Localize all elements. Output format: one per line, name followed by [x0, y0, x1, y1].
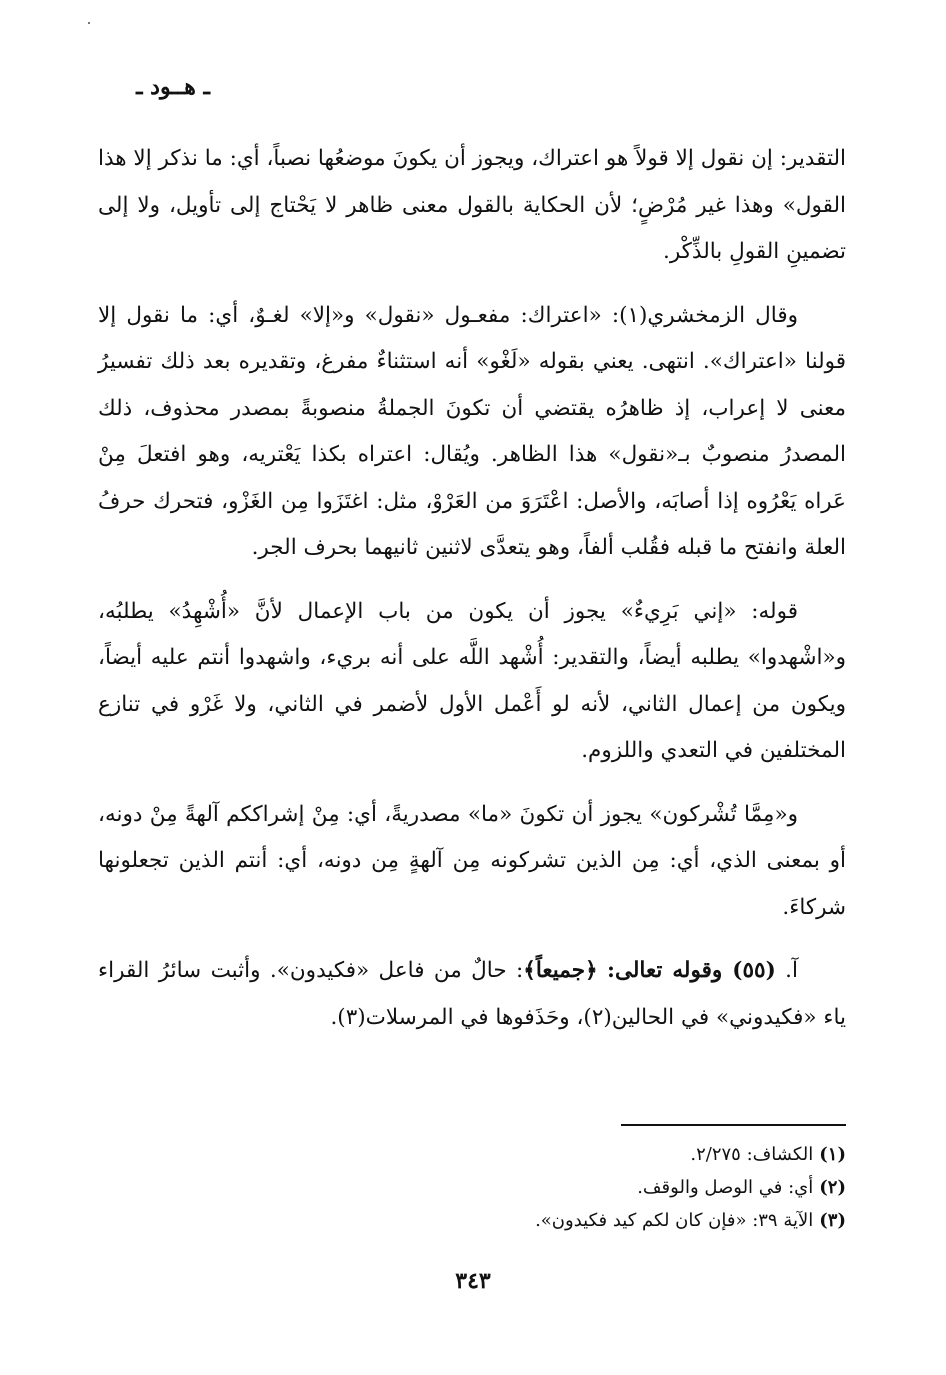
footnote-divider — [621, 1124, 846, 1126]
body-text — [98, 136, 846, 1058]
verse-word: ﴿جميعاً﴾ — [523, 958, 598, 983]
footnote-number: (٣) — [819, 1210, 846, 1231]
paragraph-zamakhshari: وقال الزمخشري(١): «اعتراك: مفعـول «نقول» و«إلا» لغـوٌ، أي: ما نقول إلا قولنا «اعتراك». انتهى. يعني بقوله «لَغْو» أنه استثناءٌ مفرغ، وتقديره بعد ذلك تفسيرُ معنى لا إعراب، إذ ظاهرُه يقتضي أن تكونَ الجملةُ منصوبةً بمصدر محذوف، ذلك المصدرُ منصوبٌ بـ«نقول» هذا الظاهر. ويُقال: اعتراه بكذا يَعْتريه، وهو افتعلَ مِنْ عَراه يَعْرُوه إذا أصابَه، والأصل: اعْتَرَوَ من العَرْوْ، مثل: اغتَزَوا مِن الغَزْو، فتحرك حرفُ العلة وانفتح ما قبله فقُلب ألفاً، وهو يتعدَّى لاثنين ثانيهما بحرف الجر. — [98, 302, 846, 560]
footnote-item — [98, 1171, 846, 1204]
footnote-number: (١) — [819, 1144, 846, 1165]
paragraph-inni-bari: قوله: «إني بَرِيءٌ» يجوز أن يكون من باب الإعمال لأنَّ «أُشْهِدُ» يطلبُه، و«اشْهدوا» يطلبه أيضاً، والتقدير: أُشْهد اللَّه على أنه بريء، واشهدوا أنتم عليه أيضاً، ويكون من إعمال الثاني، لأنه لو أَعْمل الأول لأضمر في الثاني، ولا غَرْو في تنازع المختلفين في التعدي واللزوم. — [98, 598, 846, 763]
footnote-item — [98, 1138, 846, 1171]
footnote-item — [98, 1204, 846, 1237]
footnote-text: الكشاف: ٢/٢٧٥. — [690, 1144, 814, 1165]
paragraph-taqdir: التقدير: إن نقول إلا قولاً هو اعتراك، ويجوز أن يكونَ موضعُها نصباً، أي: ما نذكر إلا هذا القول» وهذا غير مُرْضٍ؛ لأن الحكاية بالقول معنى ظاهر لا يَحْتاج إلى تأويل، ولا إلى تضمينِ القولِ بالذِّكْر. — [98, 146, 846, 264]
scan-speck — [88, 22, 90, 24]
footnote-text: أي: في الوصل والوقف. — [637, 1177, 814, 1198]
verse-commentary: : حالٌ من فاعل «فكيدون». وأثبت سائرُ القراء ياء «فكيدوني» في الحالين(٢)، وحَذَفوها في المرسلات(٣). — [98, 958, 846, 1030]
footnote-number: (٢) — [819, 1177, 846, 1198]
verse-lead: آ. — [785, 958, 798, 983]
running-header: ـ هــود ـ — [136, 74, 210, 100]
page-number: ٣٤٣ — [455, 1268, 491, 1294]
paragraph-verse-55 — [98, 948, 846, 1041]
footnote-text: الآية ٣٩: «فإن كان لكم كيد فكيدون». — [535, 1210, 814, 1231]
footnotes — [98, 1138, 846, 1237]
paragraph-mimma-tushrikun: و«مِمَّا تُشْركون» يجوز أن تكونَ «ما» مصدريةً، أي: مِنْ إشراككم آلهةً مِنْ دونه، أو بمعنى الذي، أي: مِن الذين تشركونه مِن آلهةٍ مِن دونه، أي: أنتم الذين تجعلونها شركاءَ. — [98, 801, 846, 920]
verse-label: (٥٥) وقوله تعالى: — [607, 958, 776, 983]
